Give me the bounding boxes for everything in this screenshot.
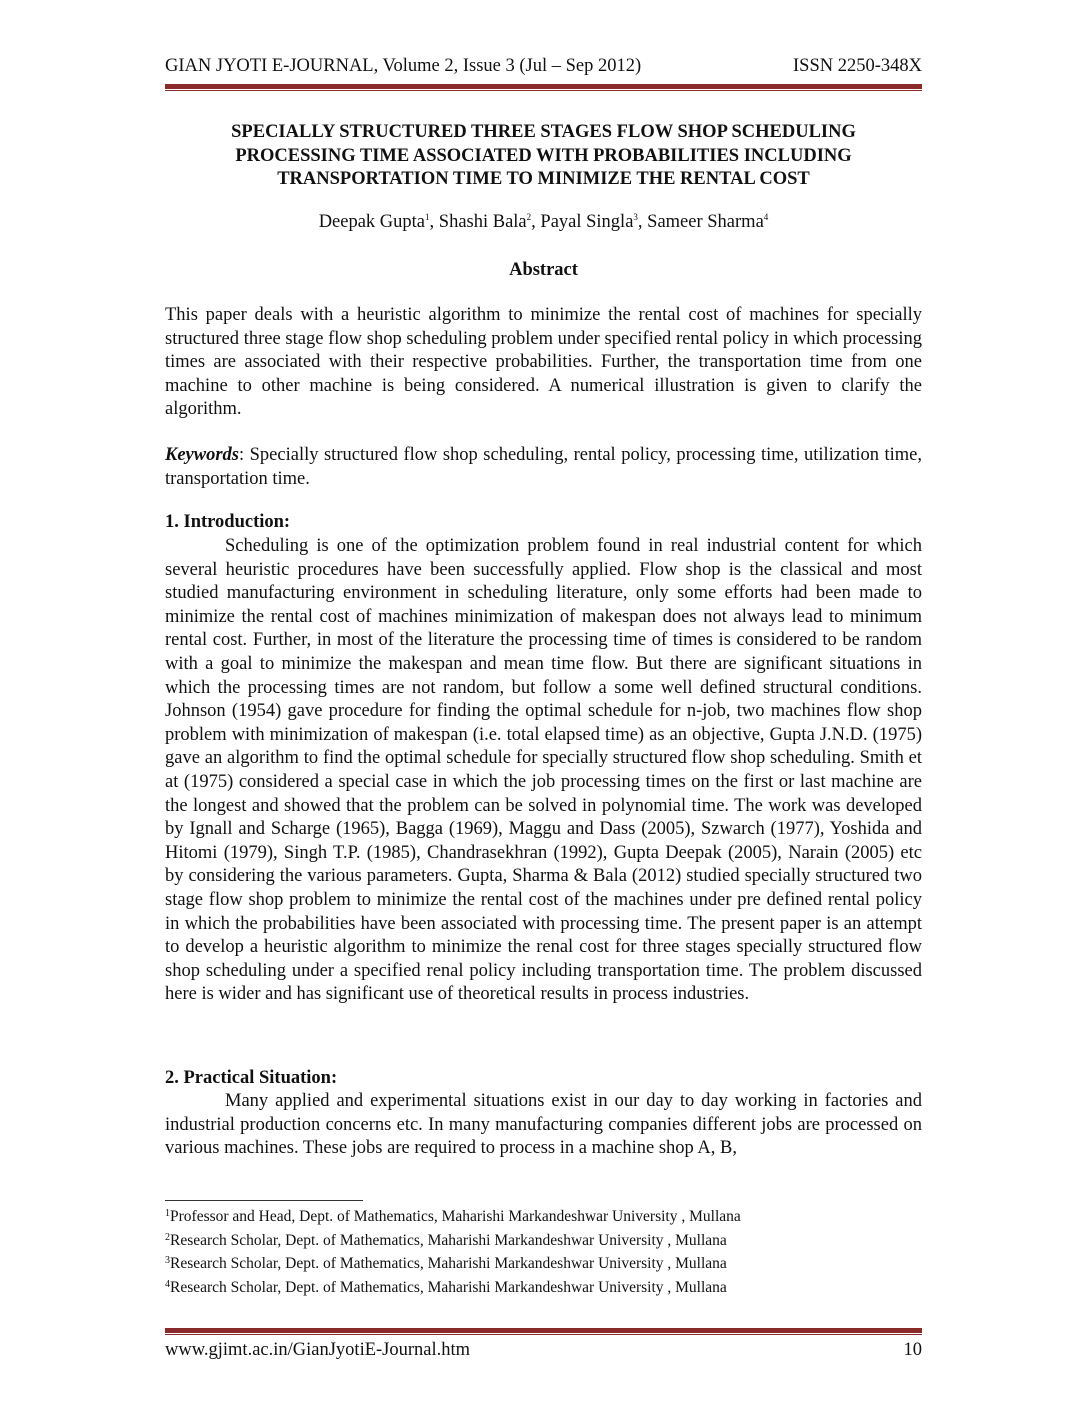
author-name: Shashi Bala — [438, 212, 527, 232]
title-line: SPECIALLY STRUCTURED THREE STAGES FLOW SHOP SCHEDULING — [231, 122, 856, 142]
keywords-text: : Specially structured flow shop scheduling, rental policy, processing time, utilization time, transportation time. — [165, 445, 922, 489]
section-heading-introduction: 1. Introduction: — [165, 512, 291, 532]
journal-url[interactable]: www.gjimt.ac.in/GianJyotiE-Journal.htm — [165, 1340, 471, 1360]
footer-rule — [165, 1328, 922, 1333]
author-name: Sameer Sharma — [647, 212, 764, 232]
footnote-mark: 4 — [165, 1278, 170, 1290]
section-heading-practical-situation: 2. Practical Situation: — [165, 1068, 338, 1088]
footnote — [165, 1228, 922, 1252]
journal-name: GIAN JYOTI E-JOURNAL, Volume 2, Issue 3 (Jul – Sep 2012) — [165, 56, 642, 76]
footnote — [165, 1251, 922, 1275]
footer-rule-thin — [165, 1334, 922, 1335]
author-mark: 2 — [526, 212, 532, 222]
abstract-text: This paper deals with a heuristic algorithm to minimize the rental cost of machines for specially structured three stage flow shop scheduling problem under specified rental policy in which processing times are associated with their respective probabilities. Further, the transportation time from one machine to other machine is being considered. A numerical illustration is given to clarify the algorithm. — [165, 305, 922, 420]
running-footer — [165, 1340, 922, 1361]
page-number: 10 — [903, 1340, 922, 1360]
title-line: TRANSPORTATION TIME TO MINIMIZE THE RENTAL COST — [277, 169, 810, 189]
keywords — [165, 444, 922, 491]
author-mark: 1 — [425, 212, 430, 222]
footnote-text: Research Scholar, Dept. of Mathematics, Maharishi Markandeshwar University , Mullana — [170, 1278, 727, 1296]
footnote-text: Professor and Head, Dept. of Mathematics, Maharishi Markandeshwar University , Mullana — [170, 1208, 741, 1225]
header-rule-thin — [165, 90, 922, 91]
issn: ISSN 2250-348X — [793, 56, 922, 76]
footnote-text: Research Scholar, Dept. of Mathematics, Maharishi Markandeshwar University , Mullana — [170, 1255, 727, 1272]
paper-title — [165, 121, 922, 192]
footnote-rule — [165, 1200, 363, 1201]
running-header — [165, 56, 922, 77]
author-name: Deepak Gupta — [318, 212, 426, 232]
footnote — [165, 1204, 922, 1228]
author-list: Deepak Gupta$^1$, Shashi Bala$^2$, Payal Singla$^3$, Sameer Sharma$^4$ — [318, 212, 769, 232]
practical-situation-text: Many applied and experimental situations exist in our day to day working in factories and industrial production concerns etc. In many manufacturing companies different jobs are processed on various machines. These jobs are required to process in a machine shop A, B, — [165, 1091, 922, 1159]
introduction-text: Scheduling is one of the optimization problem found in real industrial content for which several heuristic procedures have been successfully applied. Flow shop is the classical and most studied manufacturing environment in scheduling literature, only some efforts had been made to minimize the rental cost of machines minimization of makespan does not always lead to minimum rental cost. Further, in most of the literature the processing time of times is considered to be random with a goal to minimize the makespan and mean time flow. But there are significant situations in which the processing times are not random, but follow a some well defined structural conditions. Johnson (1954) gave procedure for finding the optimal schedule for n-job, two machines flow shop problem with minimization of makespan (i.e. total elapsed time) as an objective, Gupta J.N.D. (1975) gave an algorithm to find the optimal schedule for specially structured flow shop scheduling. Smith et at (1975) considered a special case in which the job processing times on the first or last machine are the longest and showed that the problem can be solved in polynomial time. The work was developed by Ignall and Scharge (1965), Bagga (1969), Maggu and Dass (2005), Szwarch (1977), Yoshida and Hitomi (1979), Singh T.P. (1985), Chandrasekhran (1992), Gupta Deepak (2005), Narain (2005) etc by considering the various parameters. Gupta, Sharma & Bala (2012) studied specially structured two stage flow shop problem to minimize the rental cost of the machines under pre defined rental policy in which the probabilities have been associated with processing time. The present paper is an attempt to develop a heuristic algorithm to minimize the renal cost for three stages specially structured flow shop scheduling under a specified renal policy including transportation time. The problem discussed here is wider and has significant use of theoretical results in process industries. — [165, 536, 922, 1005]
footnote-mark: 2 — [165, 1231, 170, 1243]
author-mark: 3 — [633, 212, 638, 222]
footnote-text: Research Scholar, Dept. of Mathematics, Maharishi Markandeshwar University , Mullana — [170, 1231, 727, 1249]
footnotes — [165, 1204, 922, 1298]
title-line: PROCESSING TIME ASSOCIATED WITH PROBABILITIES INCLUDING — [235, 145, 852, 166]
author-name: Payal Singla — [540, 212, 634, 232]
footnote-mark: 3 — [165, 1255, 170, 1266]
abstract-heading: Abstract — [509, 260, 578, 280]
header-rule — [165, 84, 922, 89]
author-mark: 4 — [763, 212, 769, 222]
keywords-label: Keywords — [165, 445, 239, 465]
footnote-mark: 1 — [165, 1208, 170, 1219]
footnote — [165, 1275, 922, 1299]
